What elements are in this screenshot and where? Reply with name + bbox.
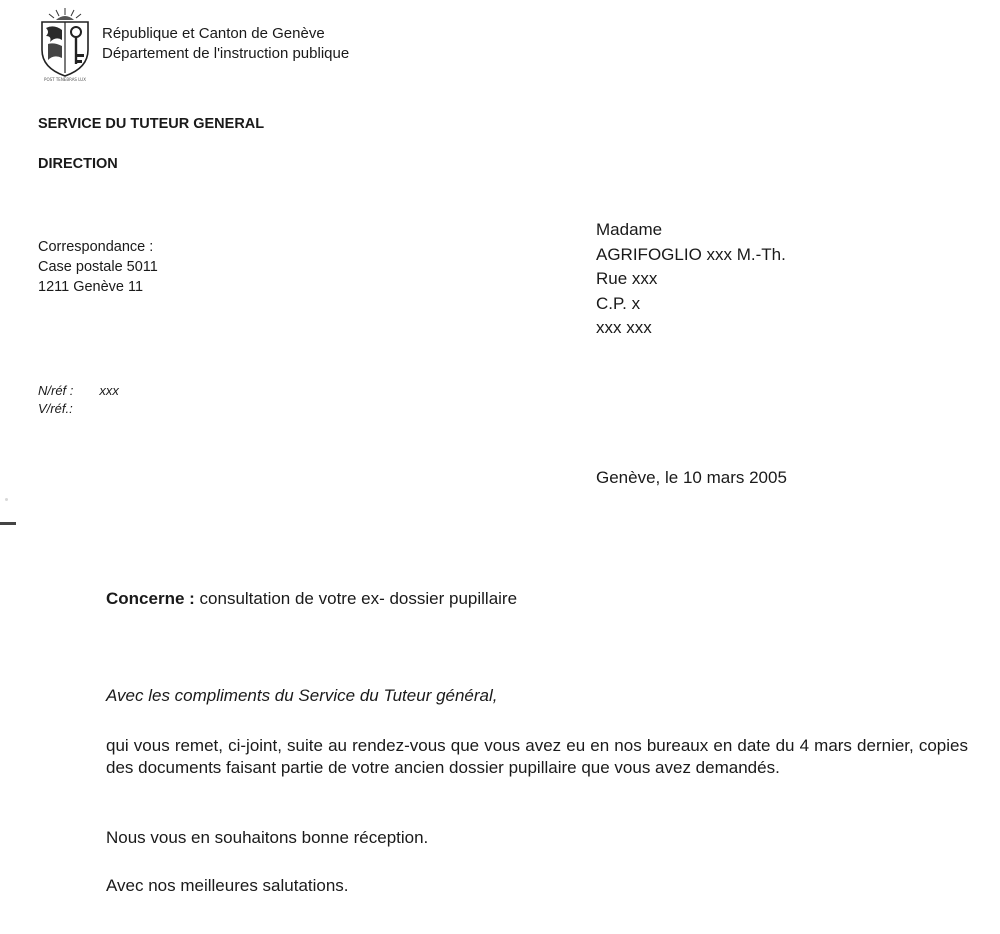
recipient-street: Rue xxx: [596, 269, 658, 288]
your-ref-label: V/réf.:: [38, 401, 73, 416]
body-paragraph-2: Nous vous en souhaitons bonne réception.: [106, 828, 429, 847]
recipient-address: [596, 218, 786, 341]
recipient-postbox: C.P. x: [596, 293, 641, 313]
recipient-name: AGRIFOGLIO xxx M.-Th.: [596, 244, 786, 264]
our-ref-label: N/réf :: [38, 383, 74, 398]
references-block: [38, 382, 119, 418]
subject-line: [106, 589, 517, 609]
our-ref-value: xxx: [99, 383, 119, 398]
service-name: SERVICE DU TUTEUR GENERAL: [38, 116, 265, 132]
punch-hole-mark: [0, 522, 16, 535]
letter-date: Genève, le 10 mars 2005: [596, 468, 787, 487]
letterhead-department: Département de l'instruction publique: [102, 45, 350, 62]
correspondence-label: Correspondance :: [38, 239, 154, 255]
subject-label: Concerne :: [106, 589, 195, 608]
recipient-salutation: Madame: [596, 220, 663, 239]
correspondence-line1: Case postale 5011: [38, 259, 158, 275]
geneva-coat-of-arms-icon: [36, 6, 94, 82]
compliments-line: Avec les compliments du Service du Tuteur général,: [106, 686, 498, 705]
closing-line: Avec nos meilleures salutations.: [106, 876, 349, 895]
subject-text: consultation de votre ex- dossier pupillaire: [199, 589, 518, 608]
scan-speck: [5, 498, 8, 501]
service-division: DIRECTION: [38, 156, 118, 172]
body-paragraph-1: qui vous remet, ci-joint, suite au rendez-vous que vous avez eu en nos bureaux en date du 4 mars dernier, copies des documents faisant partie de votre ancien dossier pupillaire que vous avez demandés.: [106, 736, 968, 777]
letterhead-canton: République et Canton de Genève: [102, 25, 325, 42]
correspondence-line2: 1211 Genève 11: [38, 279, 144, 295]
recipient-city: xxx xxx: [596, 318, 652, 337]
correspondence-block: [38, 237, 158, 297]
crest-motto: POST TENEBRAS LUX: [44, 77, 86, 82]
